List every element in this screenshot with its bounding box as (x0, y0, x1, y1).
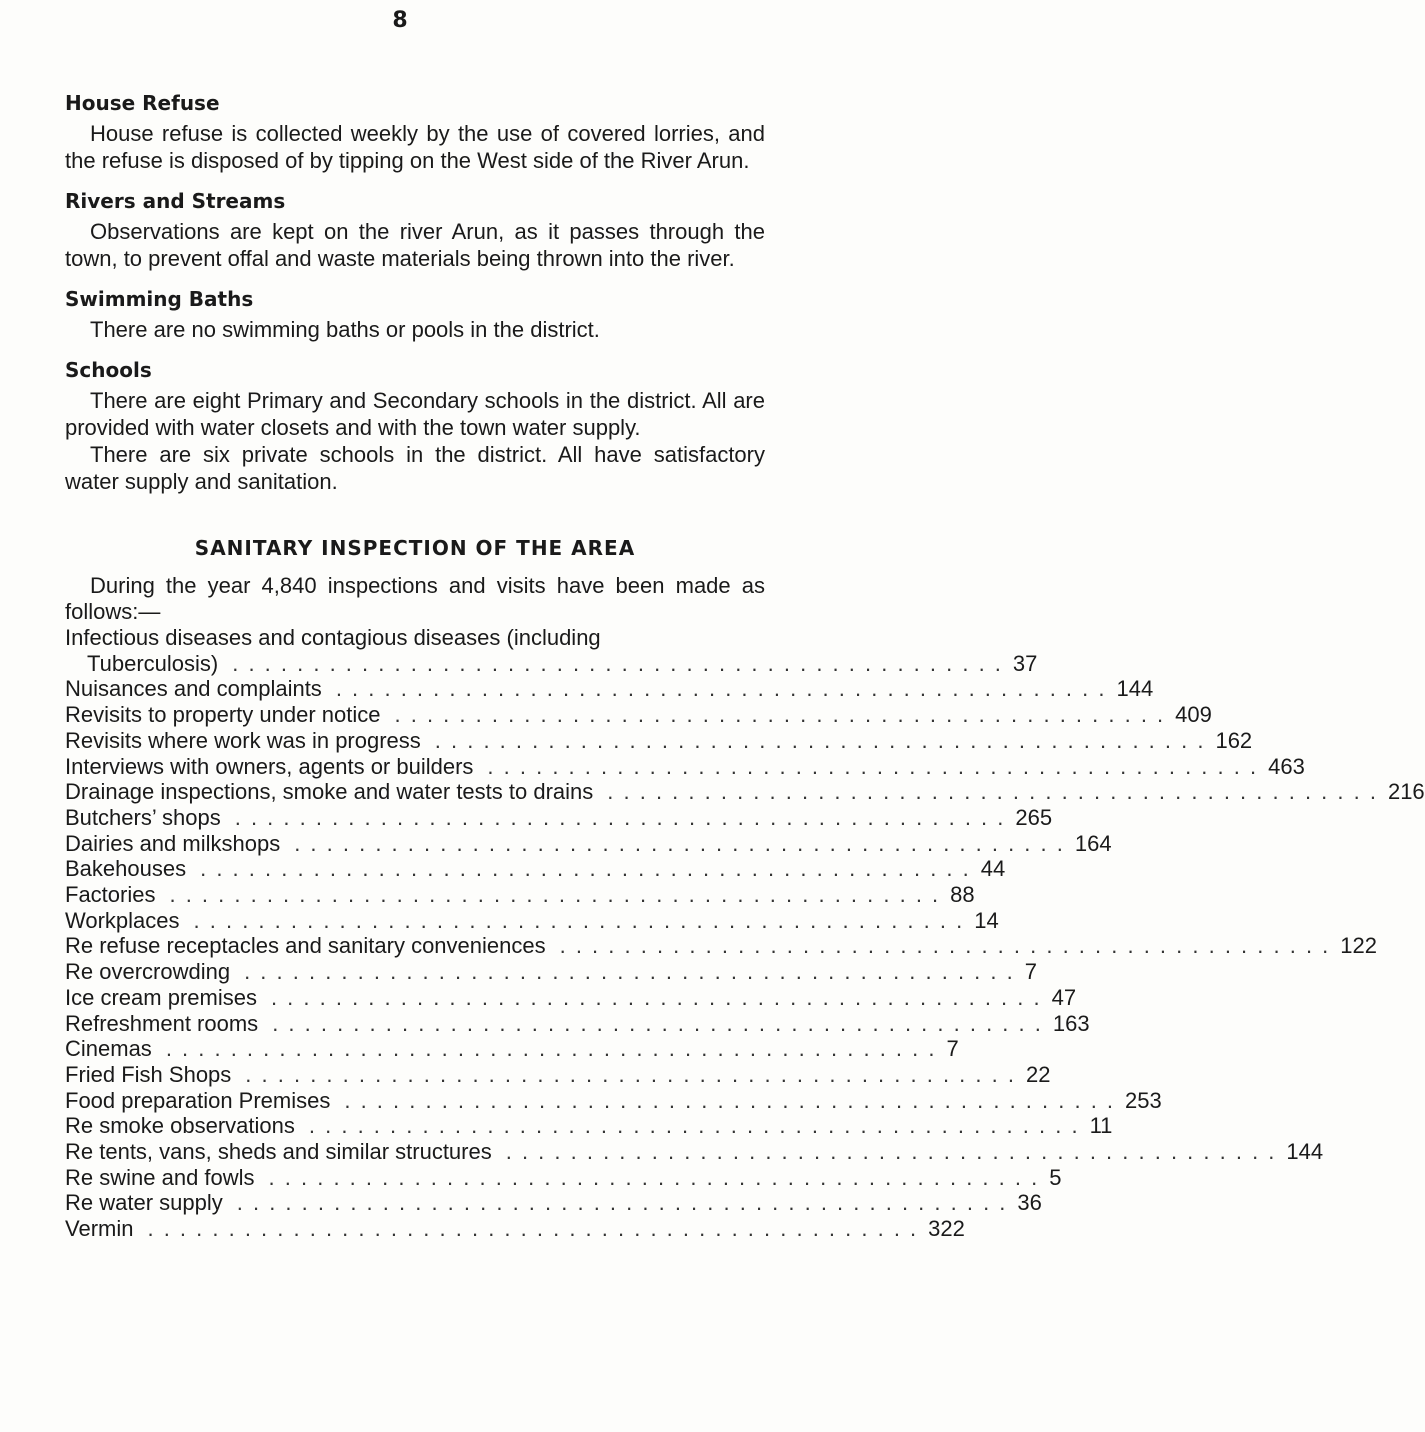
inspection-label: Bakehouses (65, 856, 187, 882)
inspection-label: Revisits to property under notice (65, 702, 381, 728)
inspection-count: 14 (974, 907, 999, 933)
inspection-count: 11 (1089, 1113, 1113, 1139)
inspection-count: 265 (1015, 804, 1053, 830)
leader-dots: . . . . . . . . . . . . . . . . . . . . . . . . . . . . . . . . . . . . . . . . . . . . . . . . (268, 1164, 1040, 1190)
leader-dots: . . . . . . . . . . . . . . . . . . . . . . . . . . . . . . . . . . . . . . . . . . . . . . . . (169, 882, 941, 908)
inspection-count: 144 (1286, 1139, 1324, 1165)
inspection-count: 162 (1215, 727, 1253, 753)
inspection-label: Drainage inspections, smoke and water tests to drains (65, 779, 594, 805)
inspection-count: 322 (928, 1216, 965, 1242)
section-swimming-baths (65, 286, 765, 343)
leader-dots: . . . . . . . . . . . . . . . . . . . . . . . . . . . . . . . . . . . . . . . . . . . . . . . . (335, 676, 1107, 702)
inspection-row (65, 753, 1305, 780)
section-heading: Schools (65, 358, 152, 382)
leader-dots: . . . . . . . . . . . . . . . . . . . . . . . . . . . . . . . . . . . . . . . . . . . . . . . . (270, 984, 1042, 1010)
inspection-count: 463 (1268, 753, 1305, 779)
inspection-row (65, 1139, 1324, 1165)
section-house-refuse (65, 90, 765, 174)
inspection-label: Cinemas (65, 1036, 152, 1062)
inspection-row (65, 779, 1425, 805)
inspection-label: Tuberculosis) (87, 650, 219, 676)
leader-dots: . . . . . . . . . . . . . . . . . . . . . . . . . . . . . . . . . . . . . . . . . . . . . . . . (294, 830, 1065, 856)
section-paragraph: House refuse is collected weekly by the use of covered lorries, and the refuse is disposed of by tipping on the West side of the River Arun. (65, 121, 765, 173)
leader-dots: . . . . . . . . . . . . . . . . . . . . . . . . . . . . . . . . . . . . . . . . . . . . . . . . (147, 1216, 919, 1242)
inspection-row (65, 1216, 965, 1242)
inspection-count: 44 (980, 856, 1006, 882)
inspection-label: Infectious diseases and contagious diseases (including (65, 625, 601, 650)
inspection-label: Re refuse receptacles and sanitary conveniences (65, 933, 546, 959)
inspection-label: Vermin (65, 1216, 134, 1242)
inspection-count: 36 (1017, 1190, 1042, 1216)
inspection-label: Refreshment rooms (65, 1010, 259, 1036)
sanitary-intro: During the year 4,840 inspections and visits have been made as follows:— (65, 573, 765, 624)
section-schools (65, 357, 765, 495)
leader-dots: . . . . . . . . . . . . . . . . . . . . . . . . . . . . . . . . . . . . . . . . . . . . . . . . (193, 907, 965, 933)
inspection-label: Factories (65, 882, 156, 908)
inspection-label: Nuisances and complaints (65, 676, 322, 702)
inspection-label: Re tents, vans, sheds and similar structures (65, 1139, 492, 1165)
leader-dots: . . . . . . . . . . . . . . . . . . . . . . . . . . . . . . . . . . . . . . . . . . . . . . . . (505, 1139, 1277, 1165)
inspection-row (65, 907, 999, 934)
page-content (65, 90, 1425, 1242)
leader-dots: . . . . . . . . . . . . . . . . . . . . . . . . . . . . . . . . . . . . . . . . . . . . . . . . (344, 1087, 1116, 1113)
inspection-row (65, 1061, 1051, 1088)
inspection-row (65, 1113, 1113, 1139)
inspection-count: 216 (1387, 779, 1425, 805)
inspection-row (65, 933, 1377, 959)
inspection-label: Ice cream premises (65, 984, 257, 1010)
leader-dots: . . . . . . . . . . . . . . . . . . . . . . . . . . . . . . . . . . . . . . . . . . . . . . . . (232, 650, 1003, 676)
inspection-row (65, 984, 1077, 1011)
leader-dots: . . . . . . . . . . . . . . . . . . . . . . . . . . . . . . . . . . . . . . . . . . . . . . . . (244, 959, 1015, 985)
inspection-count: 163 (1052, 1010, 1090, 1036)
inspection-list (65, 625, 1425, 1242)
inspection-label: Butchers’ shops (65, 804, 221, 830)
inspection-label: Re water supply (65, 1190, 223, 1216)
leader-dots: . . . . . . . . . . . . . . . . . . . . . . . . . . . . . . . . . . . . . . . . . . . . . . . . (245, 1061, 1016, 1087)
leader-dots: . . . . . . . . . . . . . . . . . . . . . . . . . . . . . . . . . . . . . . . . . . . . . . . . (272, 1010, 1043, 1036)
inspection-count: 22 (1025, 1061, 1051, 1087)
inspection-label: Fried Fish Shops (65, 1061, 232, 1087)
inspection-label: Workplaces (65, 907, 180, 933)
inspection-count: 253 (1125, 1087, 1162, 1113)
inspection-row (65, 625, 765, 651)
inspection-row (65, 1036, 959, 1062)
section-heading: Swimming Baths (65, 287, 254, 311)
leader-dots: . . . . . . . . . . . . . . . . . . . . . . . . . . . . . . . . . . . . . . . . . . . . . . . . (234, 804, 1006, 830)
inspection-row (65, 702, 1212, 728)
section-rivers-and-streams (65, 188, 765, 272)
inspection-row (65, 1087, 1162, 1114)
inspection-label: Revisits where work was in progress (65, 727, 421, 753)
leader-dots: . . . . . . . . . . . . . . . . . . . . . . . . . . . . . . . . . . . . . . . . . . . . . . . . (308, 1113, 1080, 1139)
leader-dots: . . . . . . . . . . . . . . . . . . . . . . . . . . . . . . . . . . . . . . . . . . . . . . . . (607, 779, 1378, 805)
inspection-count: 88 (950, 882, 975, 908)
inspection-row (65, 1190, 1042, 1216)
leader-dots: . . . . . . . . . . . . . . . . . . . . . . . . . . . . . . . . . . . . . . . . . . . . . . . . (434, 727, 1206, 753)
inspection-count: 164 (1074, 830, 1112, 856)
inspection-count: 409 (1175, 702, 1212, 728)
inspection-row (65, 882, 975, 908)
leader-dots: . . . . . . . . . . . . . . . . . . . . . . . . . . . . . . . . . . . . . . . . . . . . . . . . (200, 856, 971, 882)
inspection-count: 37 (1012, 650, 1038, 676)
leader-dots: . . . . . . . . . . . . . . . . . . . . . . . . . . . . . . . . . . . . . . . . . . . . . . . . (487, 753, 1259, 779)
inspection-label: Re overcrowding (65, 959, 231, 985)
section-paragraph: Observations are kept on the river Arun, as it passes through the town, to prevent offal and waste materials being thrown into the river. (65, 219, 765, 271)
inspection-count: 5 (1049, 1164, 1062, 1190)
inspection-row (65, 650, 1038, 677)
inspection-row (65, 804, 1053, 831)
inspection-label: Interviews with owners, agents or builders (65, 753, 474, 779)
leader-dots: . . . . . . . . . . . . . . . . . . . . . . . . . . . . . . . . . . . . . . . . . . . . . . . . (165, 1036, 937, 1062)
inspection-label: Re smoke observations (65, 1113, 295, 1139)
section-paragraph: There are six private schools in the district. All have satisfactory water supply and sanitation. (65, 442, 765, 494)
leader-dots: . . . . . . . . . . . . . . . . . . . . . . . . . . . . . . . . . . . . . . . . . . . . . . . . (394, 702, 1166, 728)
inspection-row (65, 959, 1037, 985)
inspection-count: 7 (946, 1036, 959, 1062)
inspection-row (65, 830, 1112, 857)
section-paragraph: There are no swimming baths or pools in the district. (90, 317, 600, 342)
section-paragraph: There are eight Primary and Secondary schools in the district. All are provided with water closets and with the town water supply. (65, 388, 765, 440)
leader-dots: . . . . . . . . . . . . . . . . . . . . . . . . . . . . . . . . . . . . . . . . . . . . . . . . (236, 1190, 1008, 1216)
inspection-count: 122 (1340, 933, 1377, 959)
section-heading: House Refuse (65, 91, 220, 115)
sanitary-inspection-title: SANITARY INSPECTION OF THE AREA (194, 536, 636, 560)
inspection-label: Dairies and milkshops (65, 830, 281, 856)
inspection-label: Food preparation Premises (65, 1087, 331, 1113)
inspection-row (65, 676, 1154, 702)
inspection-label: Re swine and fowls (65, 1164, 255, 1190)
inspection-row (65, 856, 1006, 882)
section-heading: Rivers and Streams (65, 189, 286, 213)
inspection-row (65, 1164, 1062, 1191)
page-number: 8 (392, 8, 408, 33)
inspection-count: 47 (1051, 984, 1077, 1010)
inspection-count: 7 (1024, 959, 1037, 985)
inspection-count: 144 (1116, 676, 1154, 702)
inspection-row (65, 727, 1253, 754)
inspection-row (65, 1010, 1090, 1037)
leader-dots: . . . . . . . . . . . . . . . . . . . . . . . . . . . . . . . . . . . . . . . . . . . . . . . . (559, 933, 1331, 959)
